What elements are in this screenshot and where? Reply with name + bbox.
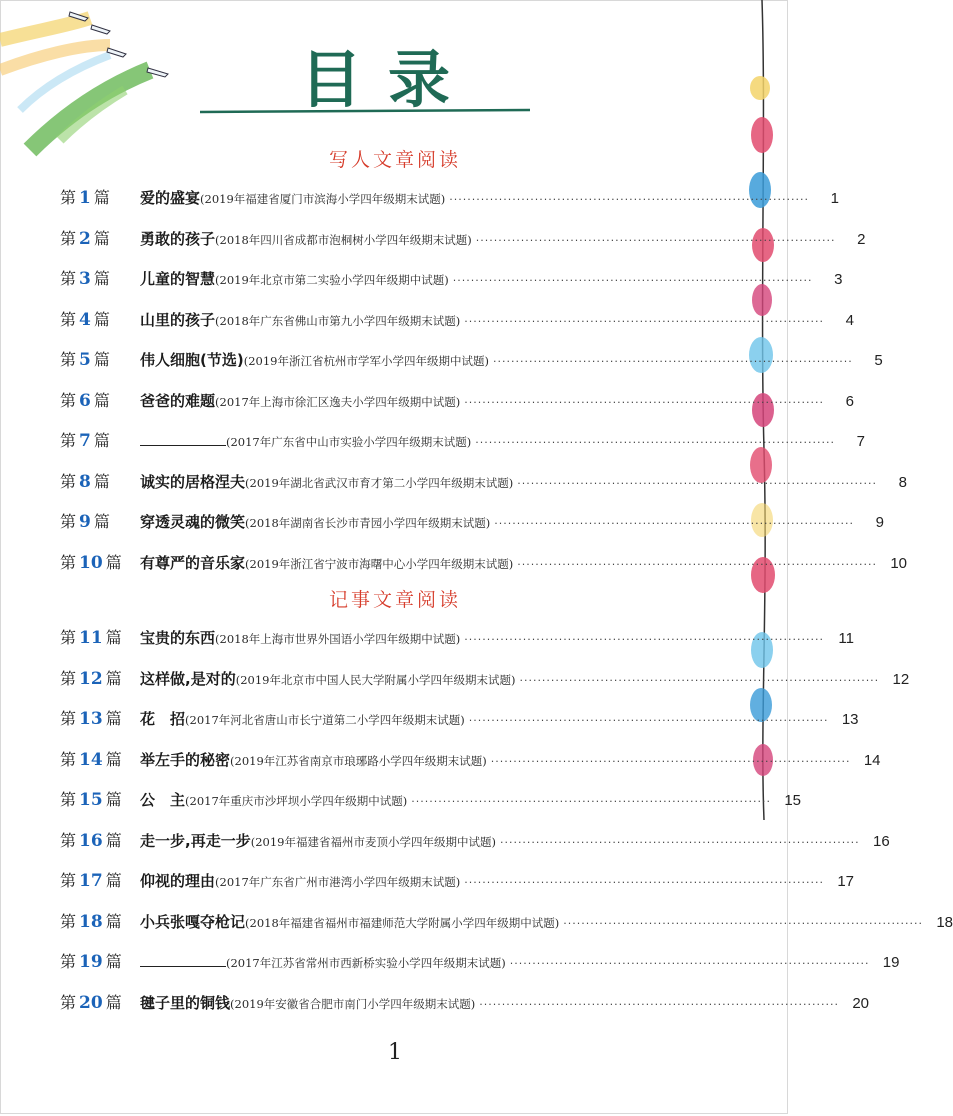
page-number: 10 xyxy=(890,554,907,572)
chapter-suffix: 篇 xyxy=(93,228,110,248)
dot-leader: ················································································ xyxy=(499,835,860,849)
chapter-label xyxy=(60,550,140,573)
chapter-suffix: 篇 xyxy=(105,952,122,971)
dot-leader: ················································································ xyxy=(449,193,809,206)
toc-entry[interactable] xyxy=(60,787,801,811)
dot-leader: ················································································ xyxy=(464,395,824,409)
article-title: 勇敢的孩子 xyxy=(140,229,216,248)
chapter-suffix: 篇 xyxy=(105,911,122,931)
article-title: 诚实的居格涅夫 xyxy=(140,472,246,491)
chapter-number: 9 xyxy=(79,512,91,532)
chapter-label xyxy=(60,747,140,770)
chapter-suffix: 篇 xyxy=(93,309,110,329)
toc-entry[interactable] xyxy=(60,909,953,933)
chapter-suffix: 篇 xyxy=(105,709,122,728)
page-number: 1 xyxy=(830,190,839,207)
chapter-number: 12 xyxy=(79,668,103,689)
chapter-suffix: 篇 xyxy=(105,668,122,688)
page-number: 20 xyxy=(852,994,869,1012)
article-source: (2019年福建省福州市麦顶小学四年级期中试题) xyxy=(250,834,496,849)
page-number-footer: 1 xyxy=(388,1040,402,1065)
title-underline xyxy=(200,108,530,114)
toc-entry[interactable] xyxy=(60,509,884,533)
toc-entry[interactable] xyxy=(60,706,859,730)
page-number: 2 xyxy=(857,230,866,248)
dot-leader: ················································································ xyxy=(464,876,824,889)
toc-entry[interactable] xyxy=(60,550,907,574)
page-number: 11 xyxy=(838,630,854,647)
article-source: (2017年重庆市沙坪坝小学四年级期中试题) xyxy=(185,794,408,808)
article-source: (2018年上海市世界外国语小学四年级期中试题) xyxy=(215,632,461,646)
chapter-prefix: 第 xyxy=(60,830,77,850)
toc-entry[interactable] xyxy=(60,828,890,852)
dot-leader: ················································································ xyxy=(492,355,853,368)
chapter-label xyxy=(60,625,140,648)
title-blank xyxy=(140,431,226,446)
chapter-suffix: 篇 xyxy=(93,471,110,491)
chapter-label xyxy=(60,307,140,330)
article-title: 举左手的秘密 xyxy=(140,750,231,769)
dot-leader: ················································································ xyxy=(464,314,824,328)
chapter-prefix: 第 xyxy=(60,350,77,369)
chapter-number: 15 xyxy=(79,790,103,810)
dot-leader: ················································································ xyxy=(479,997,839,1011)
toc-entry[interactable] xyxy=(60,185,839,209)
chapter-suffix: 篇 xyxy=(105,552,122,572)
chapter-prefix: 第 xyxy=(60,552,77,572)
chapter-number: 2 xyxy=(79,228,91,249)
dot-leader: ················································································ xyxy=(517,557,877,571)
dot-leader: ················································································ xyxy=(475,233,836,247)
page-number: 16 xyxy=(873,832,890,850)
chapter-label xyxy=(60,428,140,451)
page-number: 14 xyxy=(863,751,881,769)
chapter-prefix: 第 xyxy=(60,390,77,410)
chapter-label xyxy=(60,226,140,249)
article-title: 伟人细胞(节选) xyxy=(140,351,244,369)
article-source: (2018年四川省成都市泡桐树小学四年级期末试题) xyxy=(215,232,472,247)
chapter-prefix: 第 xyxy=(60,512,77,531)
toc-entry[interactable] xyxy=(60,625,854,649)
dot-leader: ················································································ xyxy=(464,633,824,646)
balloon-string-illustration xyxy=(730,0,790,820)
chapter-suffix: 篇 xyxy=(105,628,122,647)
article-source: (2017年河北省唐山市长宁道第二小学四年级期末试题) xyxy=(185,713,465,727)
chapter-label xyxy=(60,666,140,689)
chapter-number: 5 xyxy=(79,350,91,370)
section-heading: 写人文章阅读 xyxy=(328,149,461,171)
article-title: 有尊严的音乐家 xyxy=(140,553,246,572)
page-number: 6 xyxy=(845,392,854,410)
chapter-prefix: 第 xyxy=(60,228,77,248)
toc-entry[interactable] xyxy=(60,307,854,331)
title-blank xyxy=(140,952,226,967)
article-title: 毽子里的铜钱 xyxy=(140,993,231,1012)
chapter-prefix: 第 xyxy=(60,871,77,890)
chapter-number: 10 xyxy=(79,552,103,573)
article-title: 儿童的智慧 xyxy=(140,270,216,288)
dot-leader: ················································································ xyxy=(452,274,813,287)
page-number: 8 xyxy=(898,473,907,491)
toc-entry[interactable] xyxy=(60,226,866,250)
page-number: 13 xyxy=(841,711,859,728)
chapter-number: 11 xyxy=(79,628,103,648)
toc-entry[interactable] xyxy=(60,949,900,973)
toc-entry[interactable] xyxy=(60,666,910,690)
chapter-number: 6 xyxy=(79,390,91,411)
article-source: (2019年江苏省南京市琅琊路小学四年级期末试题) xyxy=(230,753,487,768)
chapter-label xyxy=(60,828,140,851)
page-number: 4 xyxy=(845,311,854,329)
chapter-prefix: 第 xyxy=(60,709,77,728)
chapter-prefix: 第 xyxy=(60,992,77,1012)
toc-entry[interactable] xyxy=(60,747,881,771)
chapter-suffix: 篇 xyxy=(105,830,122,850)
chapter-number: 8 xyxy=(79,471,91,492)
dot-leader: ················································································ xyxy=(509,957,870,970)
toc-entry[interactable] xyxy=(60,428,865,452)
chapter-label xyxy=(60,909,140,932)
chapter-suffix: 篇 xyxy=(105,749,122,769)
article-title: 花 招 xyxy=(140,710,186,728)
chapter-number: 16 xyxy=(79,830,103,851)
chapter-number: 17 xyxy=(79,871,103,891)
article-title: 走一步,再走一步 xyxy=(140,831,251,850)
article-source: (2018年湖南省长沙市青园小学四年级期末试题) xyxy=(245,516,491,530)
article-source: (2019年浙江省宁波市海曙中心小学四年级期末试题) xyxy=(245,556,514,571)
page-number: 19 xyxy=(882,954,900,971)
chapter-suffix: 篇 xyxy=(105,790,122,809)
chapter-suffix: 篇 xyxy=(93,269,110,288)
page-number: 7 xyxy=(856,433,865,450)
chapter-prefix: 第 xyxy=(60,309,77,329)
chapter-label xyxy=(60,388,140,411)
article-source: (2019年湖北省武汉市育才第二小学四年级期末试题) xyxy=(245,475,514,490)
toc-entry[interactable] xyxy=(60,469,907,493)
chapter-number: 3 xyxy=(79,269,91,289)
article-title: 穿透灵魂的微笑 xyxy=(140,513,246,531)
chapter-suffix: 篇 xyxy=(93,390,110,410)
page-number: 12 xyxy=(892,670,910,688)
toc-entry[interactable] xyxy=(60,347,883,371)
chapter-number: 7 xyxy=(79,431,91,451)
article-title: 仰视的理由 xyxy=(140,872,216,890)
chapter-label xyxy=(60,949,140,972)
chapter-suffix: 篇 xyxy=(93,512,110,531)
article-source: (2019年北京市中国人民大学附属小学四年级期末试题) xyxy=(235,672,516,687)
page-title: 目录 xyxy=(300,43,477,116)
chapter-label xyxy=(60,469,140,492)
chapter-number: 1 xyxy=(79,188,91,208)
article-source: (2019年福建省厦门市滨海小学四年级期末试题) xyxy=(200,192,446,206)
airplanes-illustration xyxy=(0,0,260,160)
article-title: 爱的盛宴 xyxy=(140,189,201,207)
article-title: 爸爸的难题 xyxy=(140,391,216,410)
article-title: 山里的孩子 xyxy=(140,310,216,329)
chapter-number: 18 xyxy=(79,911,103,932)
dot-leader: ················································································ xyxy=(563,916,923,930)
chapter-prefix: 第 xyxy=(60,628,77,647)
page-number: 15 xyxy=(784,792,801,809)
dot-leader: ················································································ xyxy=(494,517,854,530)
page-number: 17 xyxy=(837,873,854,890)
article-title: 这样做,是对的 xyxy=(140,669,236,688)
chapter-number: 14 xyxy=(79,749,103,770)
chapter-suffix: 篇 xyxy=(105,992,122,1012)
article-source: (2018年广东省佛山市第九小学四年级期末试题) xyxy=(215,313,461,328)
article-title: 小兵张嘎夺枪记 xyxy=(140,912,246,931)
chapter-prefix: 第 xyxy=(60,188,77,207)
chapter-prefix: 第 xyxy=(60,911,77,931)
dot-leader: ················································································ xyxy=(490,754,851,768)
dot-leader: ················································································ xyxy=(468,714,829,727)
chapter-prefix: 第 xyxy=(60,431,77,450)
article-source: (2017年广东省中山市实验小学四年级期末试题) xyxy=(226,435,472,449)
chapter-number: 20 xyxy=(79,992,103,1013)
chapter-number: 19 xyxy=(79,952,103,972)
page-number: 18 xyxy=(936,913,953,931)
dot-leader: ················································································ xyxy=(411,795,771,808)
article-source: (2017年广东省广州市港湾小学四年级期末试题) xyxy=(215,875,461,889)
chapter-label xyxy=(60,787,140,810)
chapter-suffix: 篇 xyxy=(105,871,122,890)
toc-entry[interactable] xyxy=(60,388,854,412)
page-number: 9 xyxy=(875,514,884,531)
chapter-prefix: 第 xyxy=(60,269,77,288)
page-number: 5 xyxy=(874,352,883,369)
article-title: 宝贵的东西 xyxy=(140,629,216,647)
chapter-label xyxy=(60,990,140,1013)
article-source: (2017年上海市徐汇区逸夫小学四年级期中试题) xyxy=(215,394,461,409)
chapter-suffix: 篇 xyxy=(93,350,110,369)
chapter-label xyxy=(60,706,140,729)
article-source: (2019年北京市第二实验小学四年级期中试题) xyxy=(215,273,449,287)
chapter-number: 13 xyxy=(79,709,103,729)
article-source: (2019年安徽省合肥市南门小学四年级期末试题) xyxy=(230,996,476,1011)
chapter-suffix: 篇 xyxy=(93,188,110,207)
article-source: (2017年江苏省常州市西新桥实验小学四年级期末试题) xyxy=(226,956,506,970)
article-source: (2018年福建省福州市福建师范大学附属小学四年级期中试题) xyxy=(245,915,560,930)
chapter-label xyxy=(60,509,140,532)
chapter-prefix: 第 xyxy=(60,471,77,491)
chapter-label xyxy=(60,868,140,891)
dot-leader: ················································································ xyxy=(517,476,877,490)
dot-leader: ················································································ xyxy=(519,673,880,687)
toc-entry[interactable] xyxy=(60,266,843,290)
section-heading: 记事文章阅读 xyxy=(328,589,461,611)
chapter-label xyxy=(60,347,140,370)
dot-leader: ················································································ xyxy=(475,436,835,449)
chapter-prefix: 第 xyxy=(60,952,77,971)
chapter-number: 4 xyxy=(79,309,91,330)
chapter-label xyxy=(60,185,140,208)
chapter-suffix: 篇 xyxy=(93,431,110,450)
page-number: 3 xyxy=(834,271,843,288)
article-title: 公 主 xyxy=(140,791,186,809)
chapter-prefix: 第 xyxy=(60,790,77,809)
chapter-prefix: 第 xyxy=(60,668,77,688)
article-source: (2019年浙江省杭州市学军小学四年级期中试题) xyxy=(243,354,489,368)
toc-entry[interactable] xyxy=(60,990,869,1014)
toc-entry[interactable] xyxy=(60,868,854,892)
chapter-prefix: 第 xyxy=(60,749,77,769)
chapter-label xyxy=(60,266,140,289)
